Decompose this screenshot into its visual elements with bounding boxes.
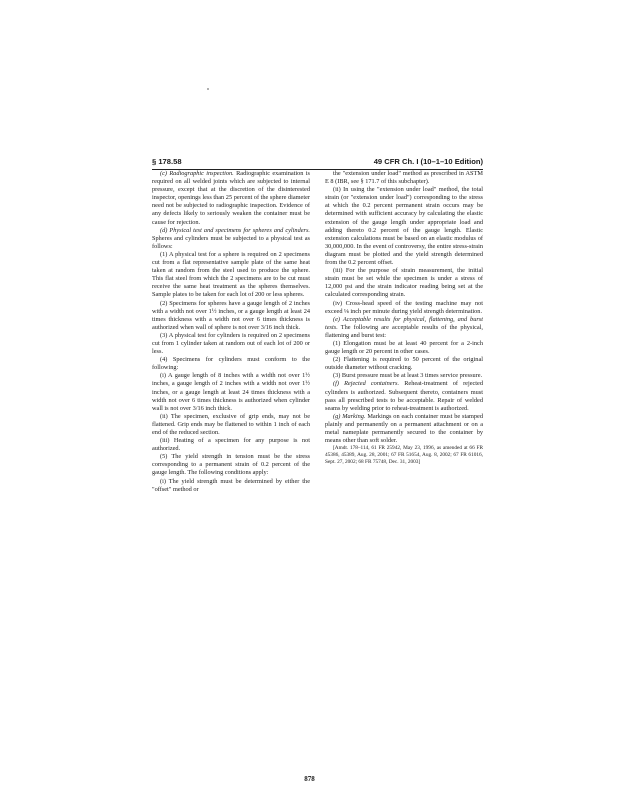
paragraph [152, 453, 310, 477]
paragraph [325, 340, 483, 356]
paragraph-text: (3) A physical test for cylinders is required on 2 specimens cut from 1 cylinder taken at random out of each lot of 200 or less. [152, 331, 310, 356]
paragraph [325, 267, 483, 299]
paragraph [325, 413, 483, 445]
paragraph-text: (ii) In using the "extension under load" method, the total strain (or "extension under load") corresponding to the stress at which the 0.2 percent permanent strain occurs may be determined with sufficient accuracy by calculating the elastic extension of the gauge length under appropriate load and adding thereto 0.2 percent of the gauge length. Elastic extension calculations must be based on an elastic modulus of 30,000,000. In the event of controversy, the entire stress-strain diagram must be plotted and the yield strength determined from the 0.2 percent offset. [325, 186, 483, 267]
paragraph-text: (i) The yield strength must be determined by either the "offset" method or [152, 477, 310, 493]
paragraph [325, 356, 483, 372]
paragraph-text: (iv) Cross-head speed of the testing machine may not exceed ⅛ inch per minute during yield strength determination. [325, 299, 483, 315]
paragraph [152, 356, 310, 372]
paragraph-text: (3) Burst pressure must be at least 3 times service pressure. [333, 372, 483, 380]
page-number: 878 [304, 775, 315, 783]
paragraph [325, 316, 483, 340]
running-header [152, 155, 483, 170]
paragraph [152, 332, 310, 356]
paragraph [152, 227, 310, 251]
paragraph [325, 380, 483, 412]
paragraph-text: Spheres and cylinders must be subjected to a physical test as follows: [152, 234, 310, 250]
paragraph-text: (ii) The specimen, exclusive of grip ends, may not be flattened. Grip ends may be flattened to within 1 inch of each end of the reduced section. [152, 412, 310, 436]
paragraph-text: Markings on each container must be stamped plainly and permanently on a permanent attachment or on a metal nameplate permanently secured to the container by means other than soft solder. [325, 412, 483, 445]
scan-speck [207, 88, 209, 90]
paragraph-text: (2) Flattening is required to 50 percent of the original outside diameter without cracking. [325, 356, 483, 372]
paragraph-heading: (g) Marking. [333, 412, 366, 420]
paragraph-text: the "extension under load" method as prescribed in ASTM E 8 (IBR, see § 171.7 of this subchapter). [325, 170, 483, 186]
paragraph [152, 413, 310, 437]
paragraph-text: (i) A gauge length of 8 inches with a width not over 1½ inches, a gauge length of 2 inches with a width not over 1½ inches, or a gauge length at least 24 times thickness with a width not over 6 times thickness is authorized when cylinder wall is not over 3/16 inch thick. [152, 372, 310, 412]
section-number: § 178.58 [152, 157, 182, 166]
paragraph-text: (1) Elongation must be at least 40 percent for a 2-inch gauge length or 20 percent in other cases. [325, 339, 483, 356]
paragraph [152, 300, 310, 332]
right-column [325, 170, 483, 765]
paragraph [152, 170, 310, 227]
paragraph-heading: (d) Physical test and specimens for spheres and cylinders. [160, 226, 310, 234]
left-column [152, 170, 310, 778]
paragraph-text: Reheat-treatment of rejected cylinders is authorized. Subsequent thereto, containers must pass all prescribed tests to be acceptable. Repair of welded seams by welding prior to reheat-treatment is authorized. [325, 380, 483, 412]
paragraph [152, 372, 310, 412]
paragraph-heading: (c) Radiographic inspection. [160, 170, 234, 177]
paragraph [152, 251, 310, 300]
paragraph [325, 372, 483, 380]
amendment-citation: [Amdt. 178–114, 61 FR 25942, May 23, 1996, as amended at 66 FR 45386, 45389, Aug. 28, 2001; 67 FR 51654, Aug. 8, 2002; 67 FR 61016, Sept. 27, 2002; 68 FR 75748, Dec. 31, 2003] [325, 445, 483, 465]
paragraph-text: The following are acceptable results of the physical, flattening and burst test: [325, 323, 483, 339]
paragraph [325, 170, 483, 186]
paragraph-text: (1) A physical test for a sphere is required on 2 specimens cut from a flat representative sample plate of the same heat taken at random from the steel used to produce the sphere. This flat steel from which the 2 specimens are to be cut must receive the same heat treatment as the spheres themselves. Sample plates to be taken for each lot of 200 or less spheres. [152, 250, 310, 299]
paragraph-heading: (f) Rejected containers. [333, 380, 400, 388]
paragraph [152, 478, 310, 494]
paragraph-text: (2) Specimens for spheres have a gauge length of 2 inches with a width not over 1½ inches, or a gauge length at least 24 times thickness with a width not over 6 times thickness is authorized when wall of sphere is not over 3/16 inch thick. [152, 299, 310, 331]
paragraph-heading: (e) Acceptable results for physical, flattening, and burst tests. [325, 315, 483, 331]
cfr-title: 49 CFR Ch. I (10–1–10 Edition) [373, 157, 483, 166]
paragraph [152, 437, 310, 453]
paragraph [325, 300, 483, 316]
paragraph [325, 186, 483, 267]
paragraph-text: (5) The yield strength in tension must be the stress corresponding to a permanent strain of 0.2 percent of the gauge length. The following conditions apply: [152, 453, 310, 477]
paragraph-text: (iii) For the purpose of strain measurement, the initial strain must be set while the specimen is under a stress of 12,000 psi and the strain indicator reading being set at the calculated corresponding strain. [325, 267, 483, 299]
paragraph-text: (4) Specimens for cylinders must conform to the following: [152, 356, 310, 372]
paragraph-text: Radiographic examination is required on all welded joints which are subjected to internal pressure, except that at the discretion of the disinterested inspector, openings less than 25 percent of the sphere diameter need not be subjected to radiographic inspection. Evidence of any defects likely to seriously weaken the container must be cause for rejection. [152, 170, 310, 226]
paragraph-text: (iii) Heating of a specimen for any purpose is not authorized. [152, 437, 310, 453]
